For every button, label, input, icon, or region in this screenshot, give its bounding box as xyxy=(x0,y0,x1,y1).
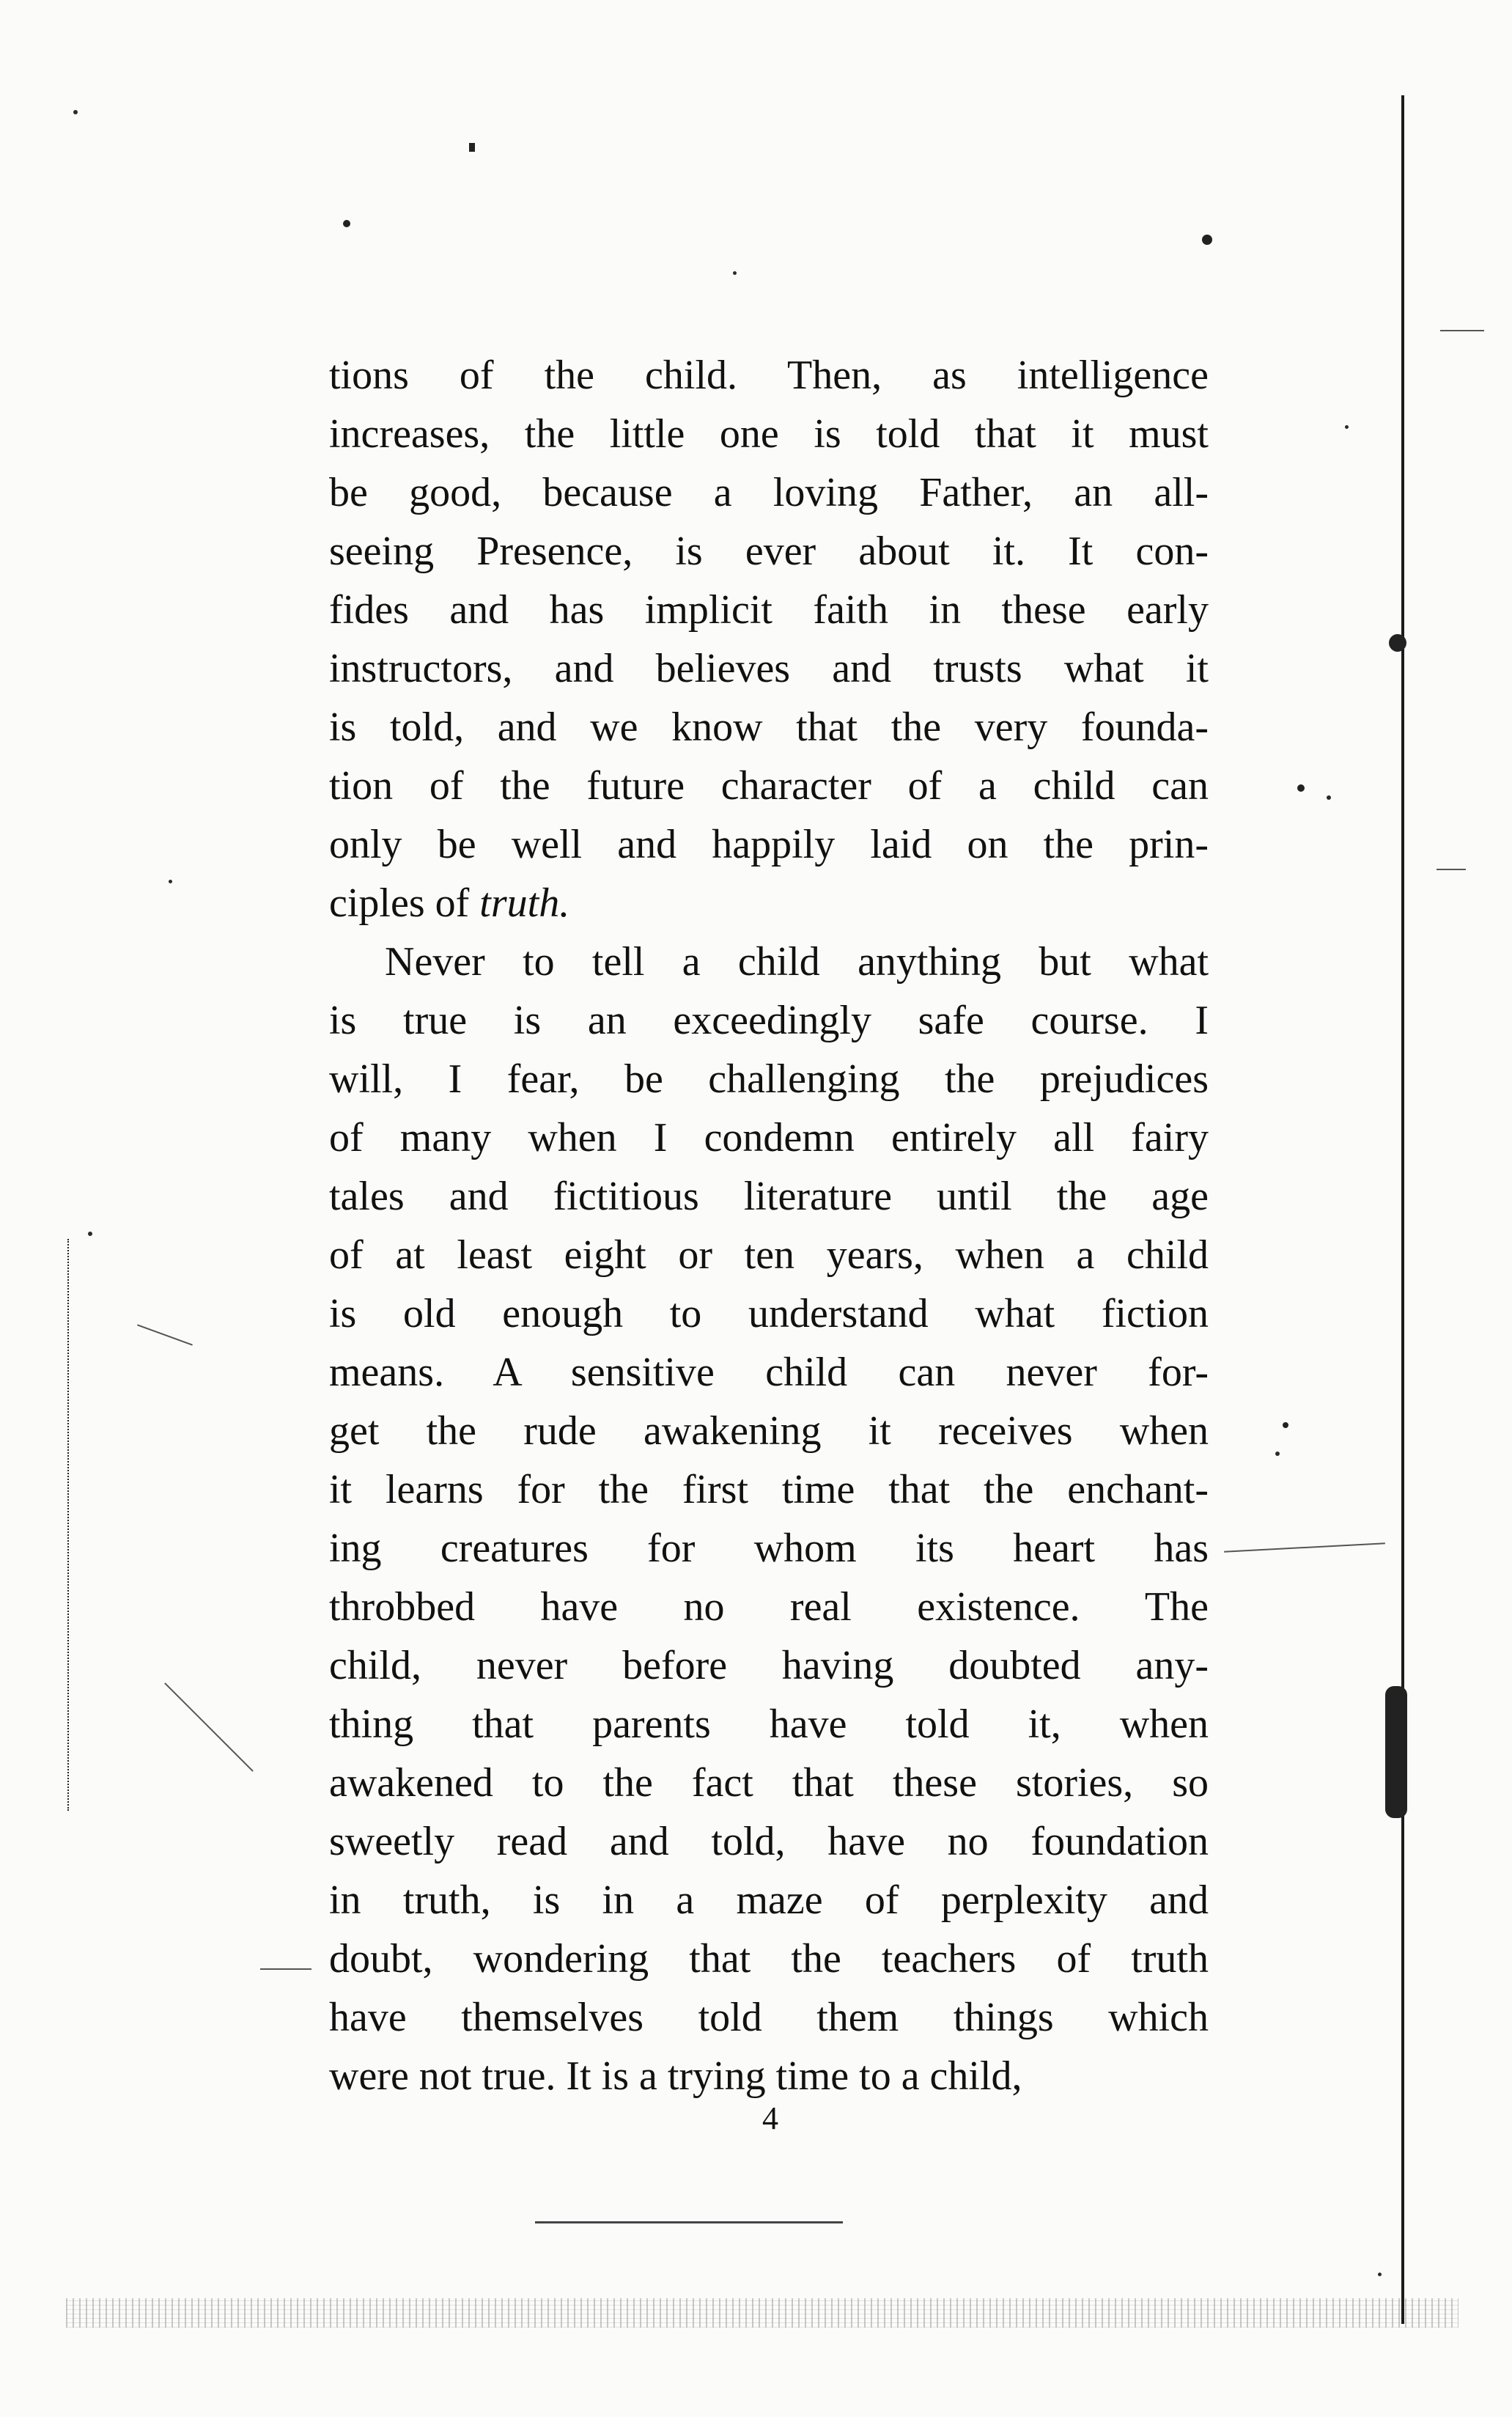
text-line: fides and has implicit faith in these early xyxy=(329,587,1209,633)
scan-mark xyxy=(1389,634,1406,652)
scan-dot xyxy=(88,1232,92,1236)
text-line: tales and fictitious literature until the age xyxy=(329,1174,1209,1219)
text-line: throbbed have no real existence. The xyxy=(329,1584,1209,1630)
left-margin-dotted-rule xyxy=(67,1239,70,1811)
scan-line xyxy=(260,1968,311,1970)
text-line: seeing Presence, is ever about it. It con- xyxy=(329,529,1209,574)
bottom-rule xyxy=(535,2221,843,2223)
text-line: tions of the child. Then, as intelligence xyxy=(329,353,1209,398)
text-line: get the rude awakening it receives when xyxy=(329,1408,1209,1454)
scan-mark xyxy=(343,220,350,227)
scan-line xyxy=(1437,869,1466,870)
text-line: awakened to the fact that these stories, so xyxy=(329,1760,1209,1806)
scan-line xyxy=(164,1682,254,1772)
text-line: in truth, is in a maze of perplexity and xyxy=(329,1877,1209,1923)
text-line: tion of the future character of a child can xyxy=(329,763,1209,809)
scan-mark xyxy=(469,143,475,152)
text-line: Never to tell a child anything but what xyxy=(385,939,1209,985)
text-line: means. A sensitive child can never for- xyxy=(329,1350,1209,1395)
page-number: 4 xyxy=(762,2100,778,2136)
scan-mark xyxy=(1385,1686,1407,1818)
right-margin-rule xyxy=(1401,95,1404,2324)
scan-line xyxy=(1440,330,1484,331)
scan-dot xyxy=(733,271,737,275)
text-line: child, never before having doubted any- xyxy=(329,1643,1209,1688)
scan-line xyxy=(1224,1542,1385,1553)
scan-noise-band xyxy=(66,2298,1458,2328)
text-line: doubt, wondering that the teachers of truth xyxy=(329,1936,1209,1982)
text-line: ing creatures for whom its heart has xyxy=(329,1526,1209,1571)
text-line: only be well and happily laid on the prin- xyxy=(329,822,1209,867)
text-line: is told, and we know that the very founda- xyxy=(329,705,1209,750)
scan-line xyxy=(137,1324,193,1345)
scan-dot xyxy=(169,880,172,883)
scan-dot xyxy=(1327,795,1331,800)
text-line: have themselves told them things which xyxy=(329,1995,1209,2040)
text-line: of many when I condemn entirely all fairy xyxy=(329,1115,1209,1160)
scan-dot xyxy=(1345,425,1349,429)
text-line: will, I fear, be challenging the prejudices xyxy=(329,1056,1209,1102)
text-line: ciples of xyxy=(329,880,470,926)
text-line: is true is an exceedingly safe course. I xyxy=(329,998,1209,1043)
text-line: sweetly read and told, have no foundation xyxy=(329,1819,1209,1864)
text-line: of at least eight or ten years, when a child xyxy=(329,1232,1209,1278)
text-line: instructors, and believes and trusts what it xyxy=(329,646,1209,691)
text-line: be good, because a loving Father, an all- xyxy=(329,470,1209,515)
body-text xyxy=(329,346,1209,2105)
text-line: is old enough to understand what fiction xyxy=(329,1291,1209,1336)
text-line: it learns for the first time that the enchant- xyxy=(329,1467,1209,1512)
italic-word: truth. xyxy=(479,880,570,926)
text-line: thing that parents have told it, when xyxy=(329,1702,1209,1747)
scan-dot xyxy=(73,110,78,114)
scan-dot xyxy=(1275,1452,1280,1456)
text-line: were not true. It is a trying time to a child, xyxy=(329,2053,1022,2099)
text-line: increases, the little one is told that it must xyxy=(329,411,1209,457)
text-line-with-italic xyxy=(329,874,1209,932)
scan-dot xyxy=(1378,2273,1382,2276)
scan-mark xyxy=(1202,235,1212,245)
scan-mark xyxy=(1283,1422,1288,1428)
scan-mark xyxy=(1297,784,1305,792)
